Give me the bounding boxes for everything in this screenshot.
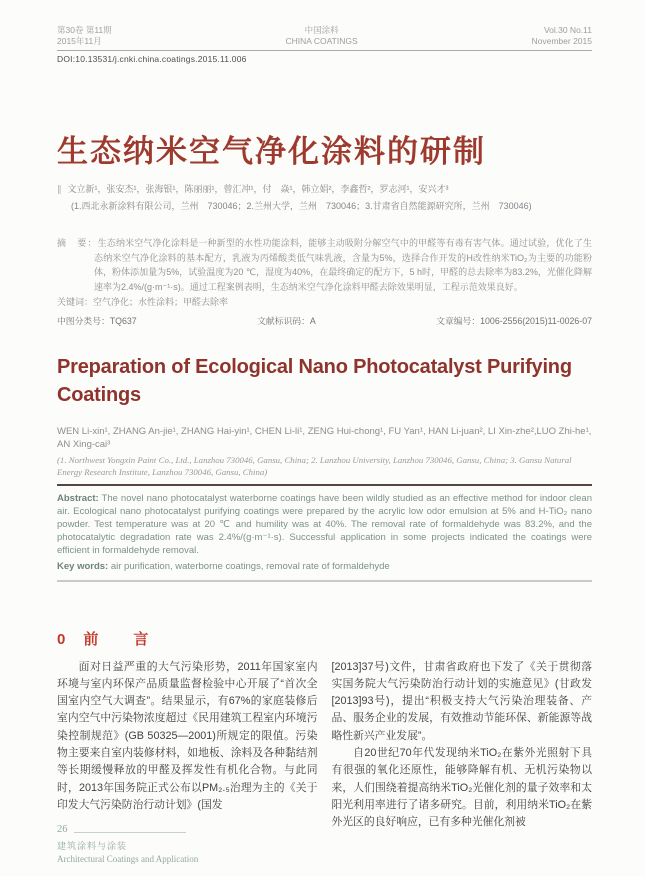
journal-name: [286, 25, 358, 47]
journal-name-cn: 中国涂料: [304, 25, 339, 35]
column-name-en: Architectural Coatings and Application: [57, 854, 199, 864]
keywords-en-label: Key words:: [57, 560, 109, 572]
affiliations-en: (1. Northwest Yongxin Paint Co., Ltd., Lanzhou 730046, Gansu, China; 2. Lanzhou University, Lanzhou 730046, Gansu, China; 3. Gansu Natural Energy Research Institute, Lanzhou 730046, Gansu, China): [57, 454, 572, 477]
volume-issue-cn: 第30卷 第11期: [57, 25, 112, 35]
abstract-en-label: Abstract:: [57, 492, 99, 504]
keywords-en: [57, 560, 592, 573]
author-marker-icon: ∥: [57, 184, 62, 194]
section-number: 0: [57, 630, 66, 648]
issue-date-en: November 2015: [531, 36, 592, 46]
volume-issue-info-en: [532, 25, 592, 47]
header-divider: [57, 50, 592, 51]
article-title-cn: 生态纳米空气净化涂料的研制: [57, 134, 486, 169]
affiliations-cn: (1.西北永新涂料有限公司，兰州 730046；2.兰州大学，兰州 730046；3.甘肃省自然能源研究所，兰州 730046): [71, 201, 532, 211]
document-code: 文献标识码：A: [257, 315, 316, 326]
page-footer: [57, 824, 198, 864]
body-columns: [57, 659, 592, 832]
keywords-en-text: air purification, waterborne coatings, removal rate of formaldehyde: [110, 560, 390, 572]
authors-cn-text: 文立新¹，张安杰¹，张海银¹，陈丽丽¹，曾汇冲¹，付 焱¹，韩立娟²，李鑫哲²，罗志河¹，安兴才³: [67, 184, 449, 194]
body-paragraph: [2013]37号)文件，甘肃省政府也下发了《关于贯彻落实国务院大气污染防治行动计划的实施意见》(甘政发[2013]93号)，提出“积极支持大气污染治理装备、产品、服务企业的发展，有效推动节能环保、新能源等战略性新兴产业发展”。: [331, 660, 592, 742]
body-column-left: [57, 659, 318, 832]
keywords-cn: [57, 295, 592, 310]
section-title: 前 言: [83, 630, 159, 648]
body-paragraph: 自20世纪70年代发现纳米TiO₂在紫外光照射下具有很强的氧化还原性，能够降解有机、无机污染物以来，人们围绕着提高纳米TiO₂光催化剂的量子效率和太阳光利用率进行了诸多研究。目前，利用纳米TiO₂在紫外光区的良好响应，已有多种光催化剂被: [331, 747, 592, 829]
abstract-bottom-rule: [57, 580, 592, 582]
abstract-en-text: The novel nano photocatalyst waterborne coatings have been wildly studied as an effective method for indoor clean air. Ecological nano photocatalyst purifying coatings were prepared by the acrylic low odor emulsion at 5% and H-TiO₂ nano powder. Test temperature was at 20 ℃ and humility was at 40%. The removal rate of formaldehyde was 83.2%, and the photocatalytic degradation rate was 2.4%/(g·m⁻¹·s). Successful application in some projects indicated the coatings were efficient in formaldehyde removal.: [57, 492, 593, 557]
clc-number: 中图分类号：TQ637: [57, 315, 137, 326]
journal-header: [57, 25, 592, 64]
column-name-cn: 建筑涂料与涂装: [57, 841, 128, 851]
article-id: 文章编号：1006-2556(2015)11-0026-07: [436, 315, 592, 326]
abstract-en: [57, 492, 592, 558]
page-number-row: [57, 824, 198, 835]
authors-line-cn: [57, 182, 592, 195]
section-heading-0: [57, 628, 592, 649]
classification-row: [57, 314, 592, 327]
page-number: 26: [57, 824, 68, 835]
volume-issue-en: Vol.30 No.11: [543, 25, 592, 35]
abstract-top-rule: [57, 484, 592, 486]
journal-masthead: [57, 25, 592, 47]
volume-issue-info: [57, 25, 112, 47]
abstract-cn-label: 摘 要：: [57, 238, 98, 248]
abstract-cn: [57, 236, 592, 294]
issue-date-cn: 2015年11月: [57, 36, 102, 46]
doi-line: DOI:10.13531/j.cnki.china.coatings.2015.11.006: [57, 54, 247, 64]
body-column-right: [332, 659, 593, 832]
keywords-cn-text: 空气净化；水性涂料；甲醛去除率: [93, 297, 229, 307]
article-title-en: Preparation of Ecological Nano Photocatalyst Purifying Coatings: [57, 355, 572, 406]
authors-line-en: WEN Li-xin¹, ZHANG An-jie¹, ZHANG Hai-yin¹, CHEN Li-li¹, ZENG Hui-chong¹, FU Yan¹, HAN Li-juan², LI Xin-zhe²,LUO Zhi-he¹, AN Xing-cai³: [57, 425, 592, 450]
keywords-cn-label: 关键词：: [57, 297, 94, 307]
abstract-cn-text: 生态纳米空气净化涂料是一种新型的水性功能涂料，能够主动吸附分解空气中的甲醛等有毒有害气体。通过试验，优化了生态纳米空气净化涂料的基本配方，乳液为丙烯酸类低气味乳液，含量为5%，选择合作开发的H改性纳米TiO₂为主要的功能粉体，粉体添加量为5%，试验温度为20 ℃，湿度为40%，在最终确定的配方下，5 h时，甲醛的总去除率为83.2%，光催化降解速率为2.4%/(g·m⁻¹·s)。通过工程案例表明，生态纳米空气净化涂料甲醛去除效果明显，工程示范效果良好。: [94, 238, 592, 292]
page-number-rule: [74, 832, 186, 833]
journal-name-en: CHINA COATINGS: [285, 36, 358, 46]
body-paragraph: 面对日益严重的大气污染形势，2011年国家室内环境与室内环保产品质量监督检验中心开展了“首次全国室内空气大调查”。结果显示，有67%的家庭装修后室内空气中污染物浓度超过《民用建筑工程室内环境污染控制规范》(GB 50325—2001)所规定的限值。污染物主要来自室内装修材料，如地板、涂料及各种黏结剂等长期缓慢释放的甲醛及挥发性有机化合物。与此同时，2013年国务院正式公布以PM₂.₅治理为主的《关于印发大气污染防治行动计划》(国发: [57, 660, 318, 811]
